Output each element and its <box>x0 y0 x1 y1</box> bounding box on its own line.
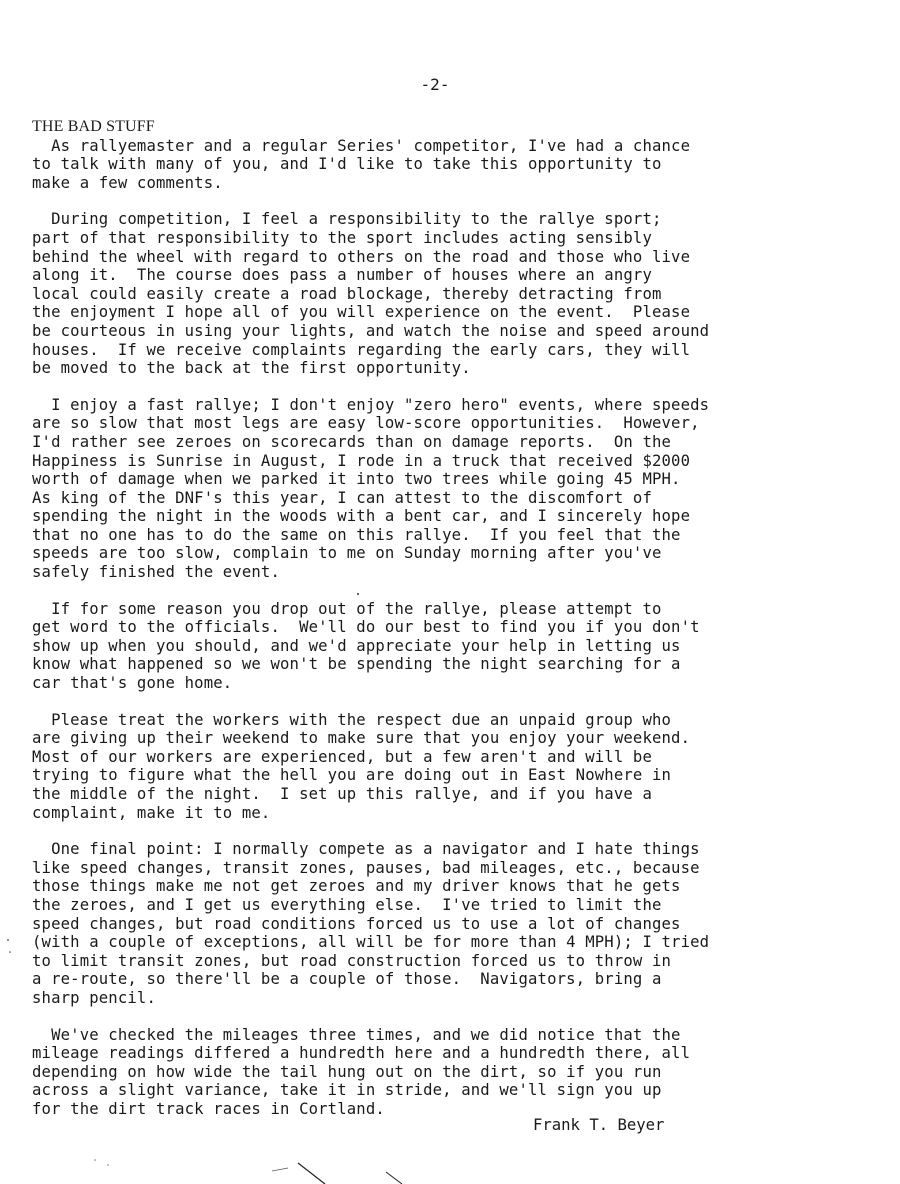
text-line: safely finished the event. <box>32 563 280 582</box>
section-heading: THE BAD STUFF <box>32 118 155 135</box>
text-line: know what happened so we won't be spending the night searching for a <box>32 655 681 674</box>
text-line: be courteous in using your lights, and watch the noise and speed around <box>32 321 710 340</box>
text-line: like speed changes, transit zones, pauses, bad mileages, etc., because <box>32 858 700 877</box>
text-line: show up when you should, and we'd appreciate your help in letting us <box>32 636 681 655</box>
text-line: As rallyemaster and a regular Series' competitor, I've had a chance <box>32 136 691 155</box>
text-line: One final point: I normally compete as a navigator and I hate things <box>32 840 700 859</box>
text-line: I'd rather see zeroes on scorecards than on damage reports. On the <box>32 432 672 451</box>
scan-speck <box>9 951 11 953</box>
text-line: Most of our workers are experienced, but a few aren't and will be <box>32 747 652 766</box>
text-line: I enjoy a fast rallye; I don't enjoy "zero hero" events, where speeds <box>32 395 710 414</box>
text-line: (with a couple of exceptions, all will be for more than 4 MPH); I tried <box>32 933 710 952</box>
text-line: get word to the officials. We'll do our best to find you if you don't <box>32 618 700 637</box>
scan-speck <box>94 1159 96 1161</box>
text-line: the middle of the night. I set up this rallye, and if you have a <box>32 785 652 803</box>
text-line: part of that responsibility to the sport includes acting sensibly <box>32 228 652 247</box>
text-line: trying to figure what the hell you are doing out in East Nowhere in <box>32 766 672 785</box>
text-line: are giving up their weekend to make sure that you enjoy your weekend. <box>32 729 691 748</box>
text-line: that no one has to do the same on this rallye. If you feel that the <box>32 525 681 544</box>
page-number: -2- <box>420 75 450 94</box>
text-line: As king of the DNF's this year, I can attest to the discomfort of <box>32 488 652 507</box>
text-line: to talk with many of you, and I'd like to take this opportunity to <box>32 155 662 174</box>
scan-speck <box>7 939 9 941</box>
text-line: We've checked the mileages three times, and we did notice that the <box>32 1025 681 1044</box>
text-line: If for some reason you drop out of the rallye, please attempt to <box>32 599 662 618</box>
text-line: speeds are too slow, complain to me on Sunday morning after you've <box>32 544 662 563</box>
text-line: are so slow that most legs are easy low-score opportunities. However, <box>32 414 700 433</box>
text-line: make a few comments. <box>32 173 223 192</box>
text-line: mileage readings differed a hundredth here and a hundredth there, all <box>32 1044 691 1063</box>
text-line: those things make me not get zeroes and my driver knows that he gets <box>32 877 681 896</box>
scan-mark <box>386 1172 402 1184</box>
text-line: along it. The course does pass a number of houses where an angry <box>32 266 652 285</box>
text-line: to limit transit zones, but road construction forced us to throw in <box>32 951 672 970</box>
text-line: be moved to the back at the first opportunity. <box>32 359 471 378</box>
text-line: a re-route, so there'll be a couple of those. Navigators, bring a <box>32 970 662 989</box>
text-line: During competition, I feel a responsibility to the rallye sport; <box>32 210 662 229</box>
scan-mark <box>298 1163 325 1184</box>
text-line: for the dirt track races in Cortland. <box>32 1099 385 1118</box>
text-line: speed changes, but road conditions forced us to use a lot of changes <box>32 914 681 933</box>
text-line: Please treat the workers with the respect due an unpaid group who <box>32 710 672 729</box>
text-line: behind the wheel with regard to others on the road and those who live <box>32 247 691 266</box>
text-line: worth of damage when we parked it into two trees while going 45 MPH. <box>32 470 681 489</box>
text-line: local could easily create a road blockage, thereby detracting from <box>32 284 662 303</box>
text-line: sharp pencil. <box>32 988 156 1007</box>
text-line: houses. If we receive complaints regarding the early cars, they will <box>32 340 691 359</box>
text-line: the enjoyment I hope all of you will experience on the event. Please <box>32 303 691 322</box>
scan-speck <box>357 593 359 595</box>
text-line: car that's gone home. <box>32 674 233 693</box>
text-line: Happiness is Sunrise in August, I rode in a truck that received $2000 <box>32 451 691 470</box>
scan-mark <box>272 1168 288 1171</box>
text-line: complaint, make it to me. <box>32 803 271 822</box>
signature: Frank T. Beyer <box>533 1116 665 1134</box>
text-line: across a slight variance, take it in stride, and we'll sign you up <box>32 1081 662 1100</box>
text-line: the zeroes, and I get us everything else. I've tried to limit the <box>32 895 662 914</box>
scan-speck <box>107 1164 109 1166</box>
text-line: depending on how wide the tail hung out on the dirt, so if you run <box>32 1062 662 1081</box>
text-line: spending the night in the woods with a bent car, and I sincerely hope <box>32 507 691 526</box>
